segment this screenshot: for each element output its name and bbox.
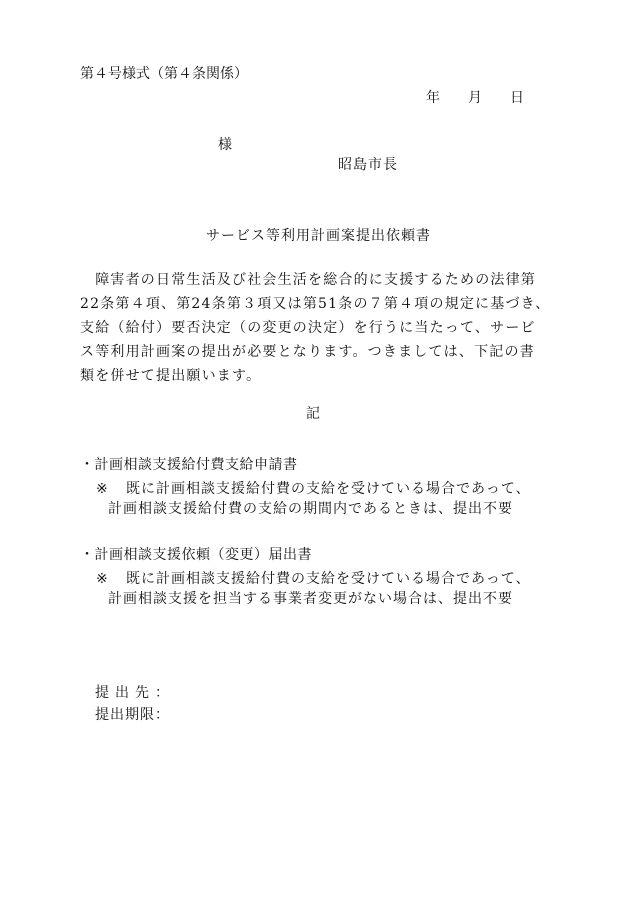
item-note-continued: 計画相談支援給付費の支給の期間内であるときは、提出不要 xyxy=(108,501,513,517)
date-month: 月 xyxy=(468,90,482,106)
submit-to-label: 提出先： xyxy=(95,685,175,701)
deadline-label: 提出期限： xyxy=(95,707,170,723)
note-mark: ※ xyxy=(96,481,109,497)
item-note xyxy=(96,571,531,587)
date-year: 年 xyxy=(426,90,440,106)
note-mark: ※ xyxy=(96,571,109,587)
body-line: 支給（給付）要否決定（の変更の決定）を行うに当たって、サービ xyxy=(80,320,536,336)
form-number: 第４号様式（第４条関係） xyxy=(80,66,248,82)
body-line: 類を併せて提出願います。 xyxy=(80,368,262,384)
note-text: 既に計画相談支援給付費の支給を受けている場合であって、 xyxy=(126,571,531,587)
item-note xyxy=(96,481,531,497)
item-heading: ・計画相談支援給付費支給申請書 xyxy=(80,457,298,473)
document-title: サービス等利用計画案提出依頼書 xyxy=(206,228,431,244)
ki-heading: 記 xyxy=(306,406,320,422)
body-line: 障害者の日常生活及び社会生活を総合的に支援するための法律第 xyxy=(80,272,536,288)
body-line: 22条第４項、第24条第３項又は第51条の７第４項の規定に基づき、 xyxy=(80,296,551,312)
body-paragraph xyxy=(80,268,550,388)
body-line: ス等利用計画案の提出が必要となります。つきましては、下記の書 xyxy=(80,344,535,360)
item-note-continued: 計画相談支援を担当する事業者変更がない場合は、提出不要 xyxy=(108,591,513,607)
date-day: 日 xyxy=(510,90,524,106)
note-text: 既に計画相談支援給付費の支給を受けている場合であって、 xyxy=(126,481,531,497)
addressee: 様 xyxy=(218,137,232,153)
sender: 昭島市長 xyxy=(338,157,398,173)
item-heading: ・計画相談支援依頼（変更）届出書 xyxy=(80,547,312,563)
date-line xyxy=(426,90,524,106)
